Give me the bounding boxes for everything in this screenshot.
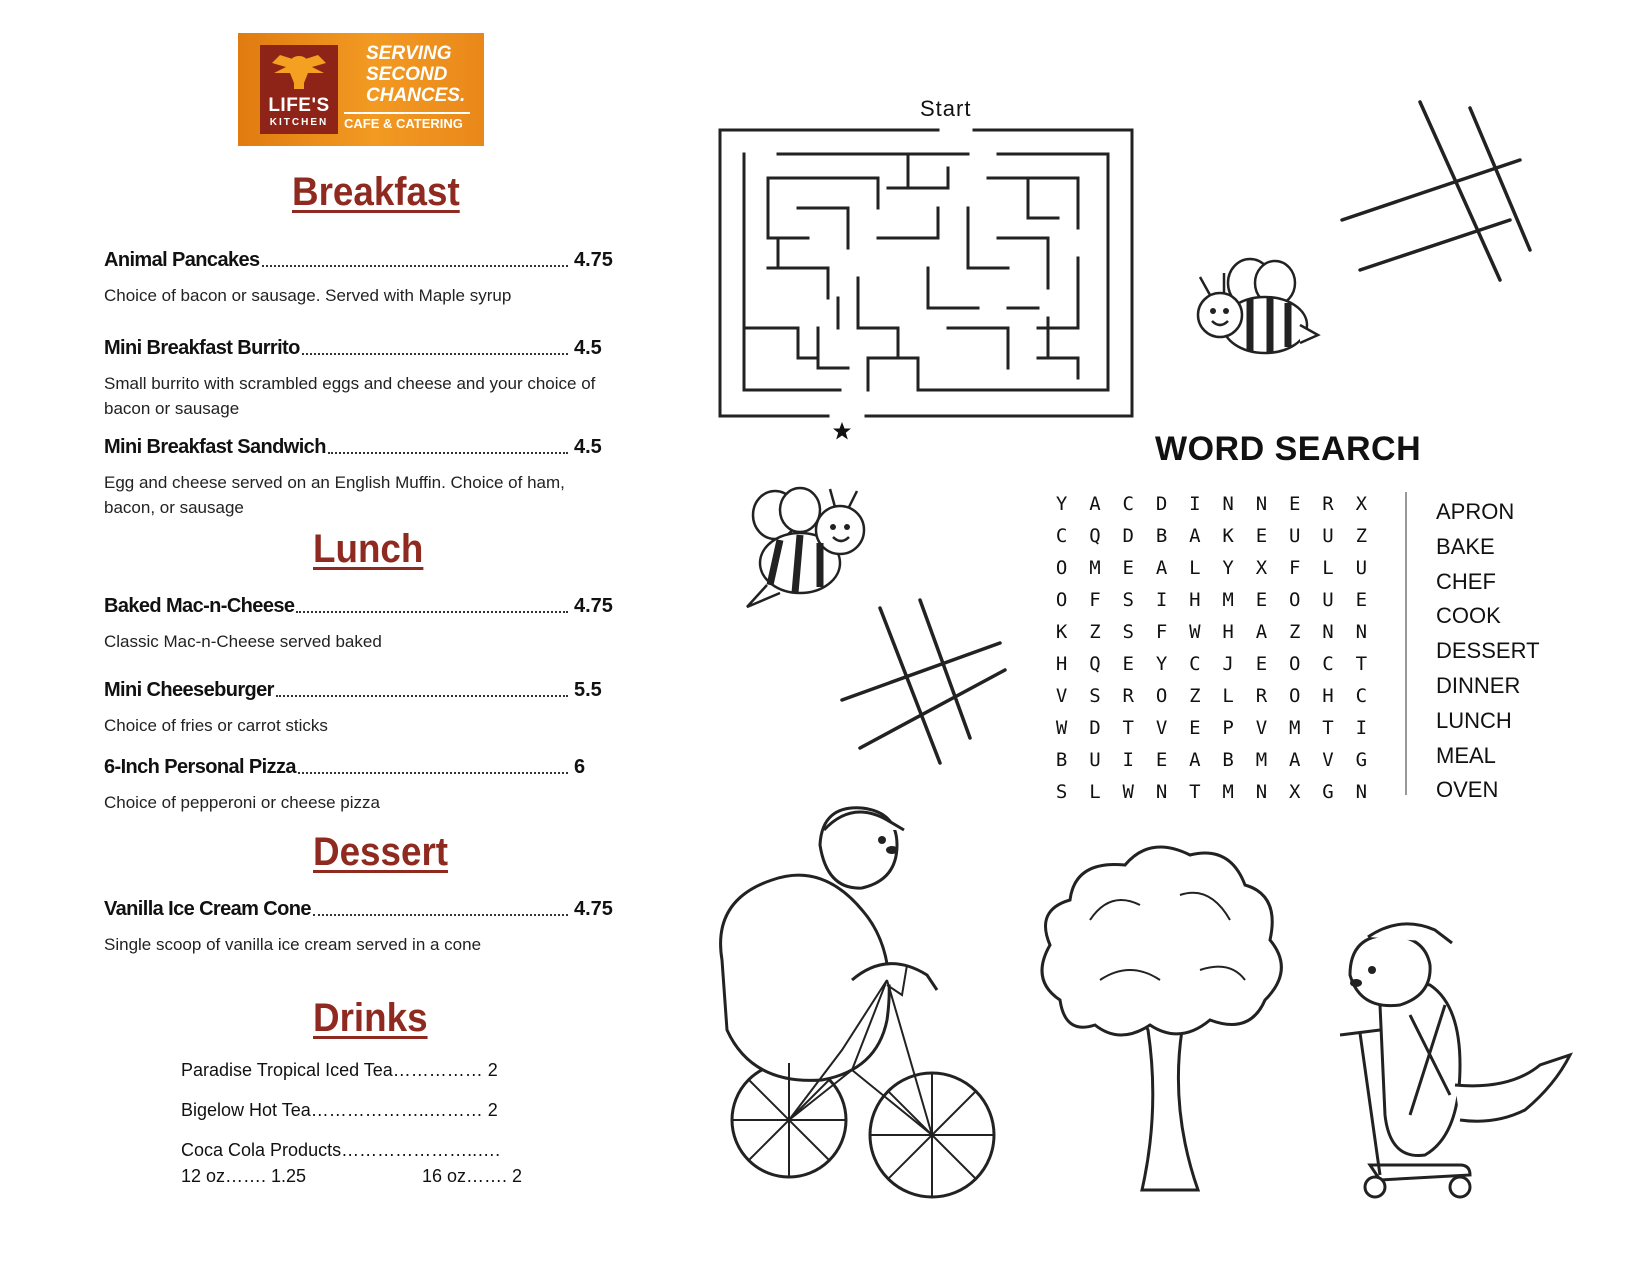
item-description: Choice of pepperoni or cheese pizza <box>104 793 380 812</box>
word-search-letter: U <box>1089 749 1101 771</box>
item-leader-dots <box>262 265 568 267</box>
breakfast-heading: Breakfast <box>292 170 460 214</box>
word-search-letter: Z <box>1289 621 1301 643</box>
drink-paradise-tropical-iced-tea: Paradise Tropical Iced Tea…………… 2 <box>181 1060 498 1080</box>
word-search-letter: M <box>1255 749 1268 771</box>
word-search-letter: G <box>1355 749 1368 771</box>
item-price: 4.5 <box>574 436 602 458</box>
life-s-kitchen-logo <box>238 33 484 146</box>
menu-item-mini-cheeseburger <box>104 676 614 702</box>
item-price: 4.75 <box>574 249 613 271</box>
word-search-letter: D <box>1155 493 1168 515</box>
word-search-letter: B <box>1055 749 1068 771</box>
word-search-letter: S <box>1122 621 1134 643</box>
bear-on-bicycle-illustration <box>712 800 1012 1210</box>
item-description: Choice of bacon or sausage. Served with Maple syrup <box>104 286 512 305</box>
word-search-letter: E <box>1255 525 1268 547</box>
word-search-letter: N <box>1222 493 1234 515</box>
word-search-letter: Y <box>1055 493 1068 515</box>
item-description: Egg and cheese served on an English Muffin. Choice of ham, bacon, or sausage <box>104 473 565 517</box>
word-search-letter: L <box>1322 557 1334 579</box>
word-search-letter: I <box>1122 749 1134 771</box>
drink-coca-cola-products: Coca Cola Products…………………..…. <box>181 1140 501 1160</box>
word-search-letter: O <box>1289 653 1301 675</box>
word-search-letter: R <box>1322 493 1334 515</box>
word-search-word: APRON <box>1436 499 1515 524</box>
word-search-letter: S <box>1122 589 1134 611</box>
word-search-letter: F <box>1089 589 1101 611</box>
logo-subname: KITCHEN <box>269 117 329 128</box>
word-search-letter: Z <box>1189 685 1201 707</box>
word-search-title: WORD SEARCH <box>1155 430 1422 468</box>
word-search-letter: E <box>1189 717 1201 739</box>
word-search-letter: M <box>1222 589 1234 611</box>
word-search-letter: A <box>1155 557 1168 579</box>
word-search-letter: T <box>1189 781 1201 803</box>
menu-item-6-inch-personal-pizza <box>104 753 614 779</box>
word-search-letter: D <box>1122 525 1134 547</box>
word-search-row <box>1045 776 1378 808</box>
word-search-letter: N <box>1155 781 1168 803</box>
item-leader-dots <box>313 914 568 916</box>
item-price: 4.75 <box>574 595 613 617</box>
word-search-letter: B <box>1222 749 1234 771</box>
word-search-word: DINNER <box>1436 672 1521 698</box>
item-name: Vanilla Ice Cream Cone <box>104 898 311 920</box>
word-search-letter: R <box>1122 685 1134 707</box>
word-search-letter: F <box>1289 557 1301 579</box>
word-search-letter: A <box>1189 749 1201 771</box>
word-search-letter: A <box>1189 525 1201 547</box>
word-search-letter: U <box>1355 557 1368 579</box>
maze-puzzle <box>718 128 1134 418</box>
word-search-letter: N <box>1255 781 1268 803</box>
word-search-letter: Z <box>1089 621 1101 643</box>
menu-item-mini-breakfast-sandwich <box>104 433 614 459</box>
maze-start-label: Start <box>920 96 972 121</box>
word-search-row <box>1045 584 1378 616</box>
item-leader-dots <box>302 353 568 355</box>
word-search-letter: I <box>1355 717 1368 739</box>
word-search-letter: C <box>1355 685 1368 707</box>
item-name: Mini Cheeseburger <box>104 679 274 701</box>
item-name: Animal Pancakes <box>104 249 260 271</box>
word-search-letter: D <box>1089 717 1101 739</box>
word-search-letter: N <box>1322 621 1334 643</box>
bee-icon <box>1180 255 1320 365</box>
word-search-word-list <box>1436 495 1540 808</box>
word-search-letter: N <box>1255 493 1268 515</box>
word-search-row <box>1045 616 1378 648</box>
word-search-letter: W <box>1189 621 1201 643</box>
word-search-letter: H <box>1222 621 1234 643</box>
word-search-letter: X <box>1255 557 1268 579</box>
logo-name: LIFE'S <box>268 95 330 116</box>
star-icon <box>832 421 852 441</box>
word-search-word: BAKE <box>1436 533 1495 559</box>
word-search-letter: I <box>1189 493 1201 515</box>
word-search-letter: F <box>1155 621 1168 643</box>
word-search-letter: N <box>1355 621 1368 643</box>
word-search-letter: Q <box>1089 525 1101 547</box>
word-search-letter: O <box>1155 685 1168 707</box>
word-search-letter: O <box>1289 589 1301 611</box>
word-search-letter: C <box>1322 653 1334 675</box>
word-search-letter: E <box>1289 493 1301 515</box>
word-search-letter: O <box>1055 589 1068 611</box>
menu-item-animal-pancakes <box>104 246 614 272</box>
item-price: 5.5 <box>574 679 602 701</box>
drink-bigelow-hot-tea: Bigelow Hot Tea………………..……… 2 <box>181 1100 498 1120</box>
menu-item-baked-mac-n-cheese <box>104 592 614 618</box>
word-search-letter: Q <box>1089 653 1101 675</box>
word-search-letter: J <box>1222 653 1234 675</box>
logo-divider <box>344 112 470 114</box>
word-search-letter: M <box>1289 717 1301 739</box>
item-name: Baked Mac-n-Cheese <box>104 595 295 617</box>
word-search-letter: L <box>1089 781 1101 803</box>
item-name: 6-Inch Personal Pizza <box>104 756 296 778</box>
word-search-letter: V <box>1255 717 1268 739</box>
logo-tagline <box>366 43 476 106</box>
word-search-divider <box>1405 492 1407 795</box>
item-leader-dots <box>276 695 568 697</box>
drink-size-16oz: 16 oz……. 2 <box>422 1166 523 1186</box>
word-search-letter: T <box>1355 653 1368 675</box>
word-search-row <box>1045 712 1378 744</box>
logo-cafe-catering: CAFE & CATERING <box>344 116 463 131</box>
tic-tac-toe-grid-icon <box>840 598 1010 768</box>
word-search-letter: T <box>1122 717 1134 739</box>
word-search-letter: S <box>1055 781 1068 803</box>
tagline-line-2: SECOND <box>366 64 448 85</box>
word-search-letter: N <box>1355 781 1368 803</box>
word-search-letter: U <box>1289 525 1301 547</box>
word-search-letter: X <box>1355 493 1368 515</box>
word-search-letter: E <box>1122 557 1134 579</box>
item-price: 4.5 <box>574 337 602 359</box>
word-search-letter: E <box>1255 589 1268 611</box>
word-search-letter: A <box>1255 621 1268 643</box>
word-search-letter: E <box>1122 653 1134 675</box>
word-search-letter: W <box>1055 717 1068 739</box>
drinks-heading: Drinks <box>313 996 428 1040</box>
word-search-row <box>1045 680 1378 712</box>
tree-illustration <box>1030 830 1300 1210</box>
word-search-letter: K <box>1055 621 1068 643</box>
item-leader-dots <box>296 611 568 613</box>
word-search-letter: E <box>1355 589 1368 611</box>
word-search-letter: I <box>1155 589 1168 611</box>
word-search-letter: H <box>1055 653 1068 675</box>
word-search-grid <box>1045 488 1378 808</box>
word-search-word: MEAL <box>1436 742 1496 768</box>
word-search-letter: E <box>1155 749 1168 771</box>
word-search-letter: C <box>1189 653 1201 675</box>
word-search-letter: G <box>1322 781 1334 803</box>
word-search-word: LUNCH <box>1436 707 1512 733</box>
tagline-line-1: SERVING <box>366 43 452 64</box>
item-price: 6 <box>574 756 586 778</box>
word-search-row <box>1045 520 1378 552</box>
word-search-letter: A <box>1289 749 1301 771</box>
item-description: Choice of fries or carrot sticks <box>104 716 328 735</box>
word-search-row <box>1045 744 1378 776</box>
menu-item-vanilla-ice-cream-cone <box>104 895 614 921</box>
word-search-letter: Y <box>1155 653 1168 675</box>
logo-emblem <box>260 45 338 134</box>
word-search-letter: B <box>1155 525 1168 547</box>
item-description: Single scoop of vanilla ice cream served in a cone <box>104 935 482 954</box>
word-search-letter: H <box>1189 589 1201 611</box>
word-search-letter: V <box>1155 717 1168 739</box>
word-search-letter: Y <box>1222 557 1234 579</box>
word-search-letter: C <box>1122 493 1134 515</box>
word-search-row <box>1045 648 1378 680</box>
word-search-letter: S <box>1089 685 1101 707</box>
word-search-letter: M <box>1089 557 1101 579</box>
word-search-letter: R <box>1255 685 1268 707</box>
word-search-letter: A <box>1089 493 1101 515</box>
word-search-letter: H <box>1322 685 1334 707</box>
item-leader-dots <box>328 452 568 454</box>
word-search-letter: U <box>1322 589 1334 611</box>
menu-item-mini-breakfast-burrito <box>104 334 614 360</box>
word-search-word: DESSERT <box>1436 638 1540 664</box>
item-description: Classic Mac-n-Cheese served baked <box>104 632 382 651</box>
word-search-letter: O <box>1289 685 1301 707</box>
word-search-letter: W <box>1122 781 1134 803</box>
word-search-letter: P <box>1222 717 1234 739</box>
item-name: Mini Breakfast Burrito <box>104 337 300 359</box>
word-search-letter: L <box>1222 685 1234 707</box>
dog-on-scooter-illustration <box>1320 915 1580 1215</box>
item-name: Mini Breakfast Sandwich <box>104 436 326 458</box>
word-search-letter: M <box>1222 781 1234 803</box>
word-search-row <box>1045 552 1378 584</box>
word-search-letter: U <box>1322 525 1334 547</box>
winged-chef-icon <box>270 53 328 95</box>
word-search-word: CHEF <box>1436 568 1496 594</box>
word-search-letter: Z <box>1355 525 1368 547</box>
word-search-letter: V <box>1322 749 1334 771</box>
word-search-word: COOK <box>1436 603 1501 629</box>
drink-size-12oz: 12 oz……. 1.25 <box>181 1166 307 1186</box>
word-search-letter: T <box>1322 717 1334 739</box>
word-search-letter: L <box>1189 557 1201 579</box>
word-search-letter: C <box>1055 525 1068 547</box>
dessert-heading: Dessert <box>313 830 449 874</box>
word-search-letter: X <box>1289 781 1301 803</box>
word-search-letter: K <box>1222 525 1234 547</box>
word-search-letter: E <box>1255 653 1268 675</box>
tic-tac-toe-grid-icon <box>1340 100 1530 290</box>
word-search-letter: V <box>1055 685 1068 707</box>
item-leader-dots <box>298 772 568 774</box>
tagline-line-3: CHANCES. <box>366 85 466 106</box>
item-price: 4.75 <box>574 898 613 920</box>
word-search-letter: O <box>1055 557 1068 579</box>
lunch-heading: Lunch <box>313 527 424 571</box>
bee-icon <box>745 485 875 610</box>
word-search-row <box>1045 488 1378 520</box>
word-search-word: OVEN <box>1436 777 1499 803</box>
item-description: Small burrito with scrambled eggs and cheese and your choice of bacon or sausage <box>104 374 596 418</box>
